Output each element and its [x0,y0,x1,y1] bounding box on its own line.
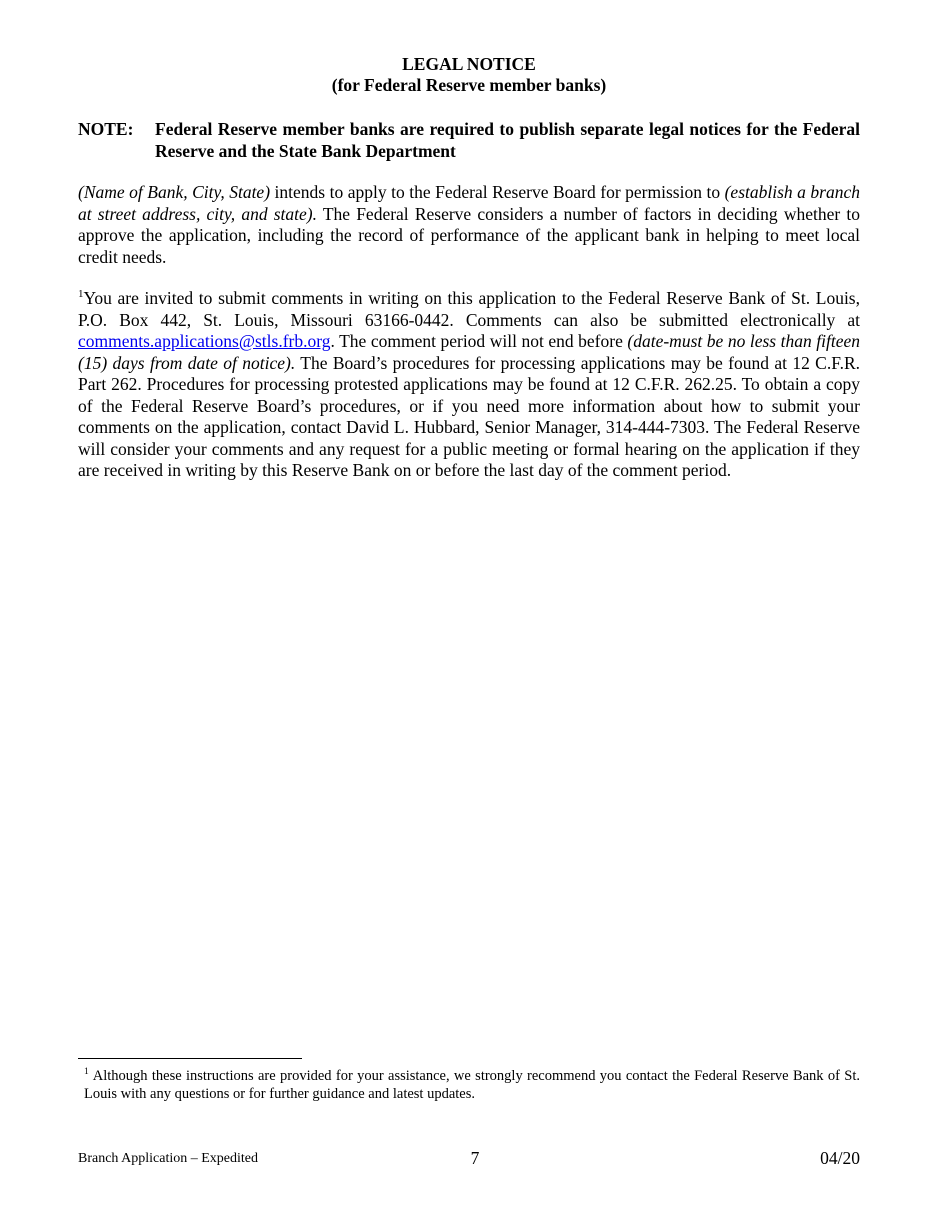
note-label: NOTE: [78,119,134,139]
application-text-a: intends to apply to the Federal Reserve Board for permission to [270,182,725,202]
note-text: Federal Reserve member banks are required to publish separate legal notices for the Federal Reserve and the State Bank Department [155,119,860,161]
footnote-reference: 1 [78,288,84,301]
footnote-mark: 1 [84,1067,89,1078]
bank-name-placeholder: (Name of Bank, City, State) [78,182,271,202]
footnote [84,1067,860,1103]
notice-subtitle: (for Federal Reserve member banks) [331,75,607,95]
note-block [78,118,860,162]
comments-text-a: You are invited to submit comments in writing on this application to the Federal Reserve Bank of St. Louis, P.O. Box 442, St. Louis, Missouri 63166-0442. Comments can also be submitted electronically at [78,288,860,330]
application-paragraph [78,182,860,268]
branch-action-placeholder: (establish a branch at street address, city, and state). [78,182,860,224]
footer-document-name: Branch Application – Expedited [78,1151,259,1166]
document-body [78,54,860,482]
footnote-divider [78,1058,302,1059]
comments-paragraph [78,288,860,482]
footnote-text: Although these instructions are provided for your assistance, we strongly recommend you contact the Federal Reserve Bank of St. Louis with any questions or for further guidance and latest updates. [84,1068,860,1102]
comments-text-c: The Board’s procedures for processing applications may be found at 12 C.F.R. Part 262. Procedures for processing protested applications may be found at 12 C.F.R. 262.25. To obtain a copy of the Federal Reserve Board’s procedures, or if you need more information about how to submit your comments on the application, contact David L. Hubbard, Senior Manager, 314-444-7303. The Federal Reserve will consider your comments and any request for a public meeting or formal hearing on the application if they are received in writing by this Reserve Bank on or before the last day of the comment period. [78,352,860,480]
comments-email-link[interactable]: comments.applications@stls.frb.org [78,331,331,351]
comments-text-b: . The comment period will not end before [330,331,628,351]
date-placeholder: (date-must be no less than fifteen (15) days from date of notice). [78,331,860,373]
footer-revision-date: 04/20 [820,1148,860,1168]
application-text-b: The Federal Reserve considers a number of factors in deciding whether to approve the application, including the record of performance of the applicant bank in helping to meet local credit needs. [78,203,860,267]
footer-page-number: 7 [470,1148,480,1168]
notice-title: LEGAL NOTICE [402,54,536,74]
